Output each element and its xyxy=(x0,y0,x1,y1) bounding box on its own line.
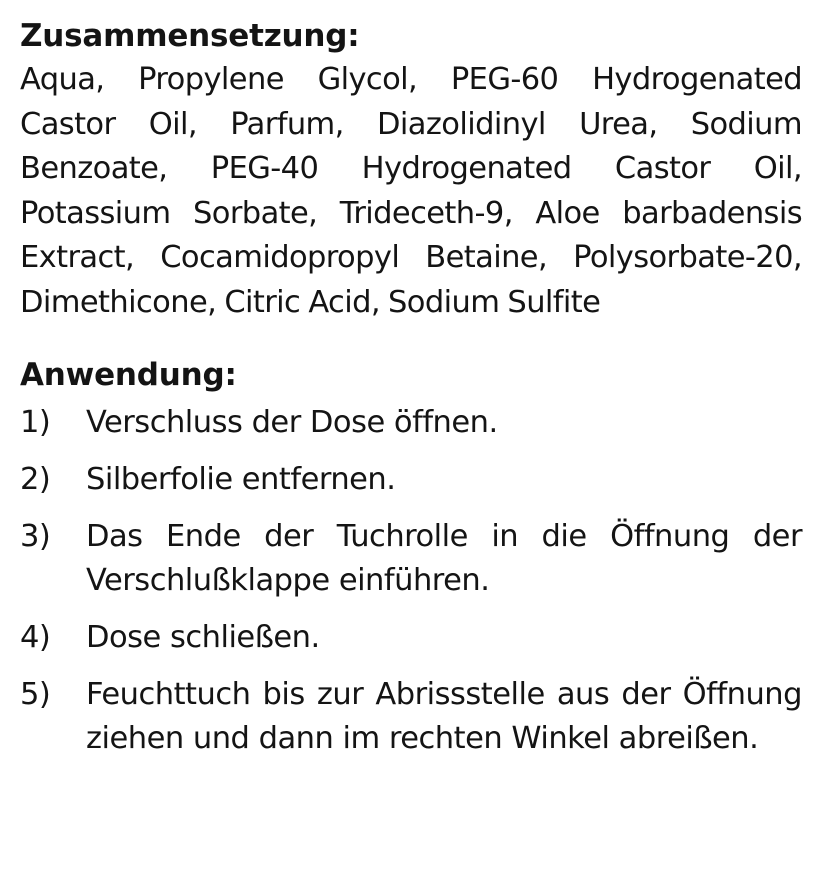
usage-steps-list xyxy=(20,401,802,761)
step-text: Dose schließen. xyxy=(86,620,320,655)
composition-heading: Zusammensetzung: xyxy=(20,18,360,54)
usage-step xyxy=(20,401,802,445)
usage-step xyxy=(20,458,802,502)
usage-step xyxy=(20,515,802,603)
composition-section xyxy=(20,14,802,325)
step-text: Silberfolie entfernen. xyxy=(86,462,396,497)
usage-step xyxy=(20,616,802,660)
usage-section xyxy=(20,353,802,761)
step-text: Verschluss der Dose öffnen. xyxy=(86,405,498,440)
step-text: Das Ende der Tuchrolle in die Öffnung der Verschlußklappe einführen. xyxy=(86,519,802,598)
usage-step xyxy=(20,673,802,761)
step-number: 4) xyxy=(20,620,51,655)
step-text: Feuchttuch bis zur Abrissstelle aus der Öffnung ziehen und dann im rechten Winkel abreißen. xyxy=(86,677,802,756)
ingredients-text: Aqua, Propylene Glycol, PEG-60 Hydrogenated Castor Oil, Parfum, Diazolidinyl Urea, Sodium Benzoate, PEG-40 Hydrogenated Castor Oil, Potassium Sorbate, Trideceth-9, Aloe barbadensis Extract, Cocamidopropyl Betaine, Polysorbate-20, Dimethicone, Citric Acid, Sodium Sulfite xyxy=(20,62,802,320)
step-number: 1) xyxy=(20,405,51,440)
step-number: 5) xyxy=(20,677,51,712)
usage-heading: Anwendung: xyxy=(20,357,237,393)
label-document xyxy=(20,14,802,774)
step-number: 2) xyxy=(20,462,51,497)
step-number: 3) xyxy=(20,519,51,554)
